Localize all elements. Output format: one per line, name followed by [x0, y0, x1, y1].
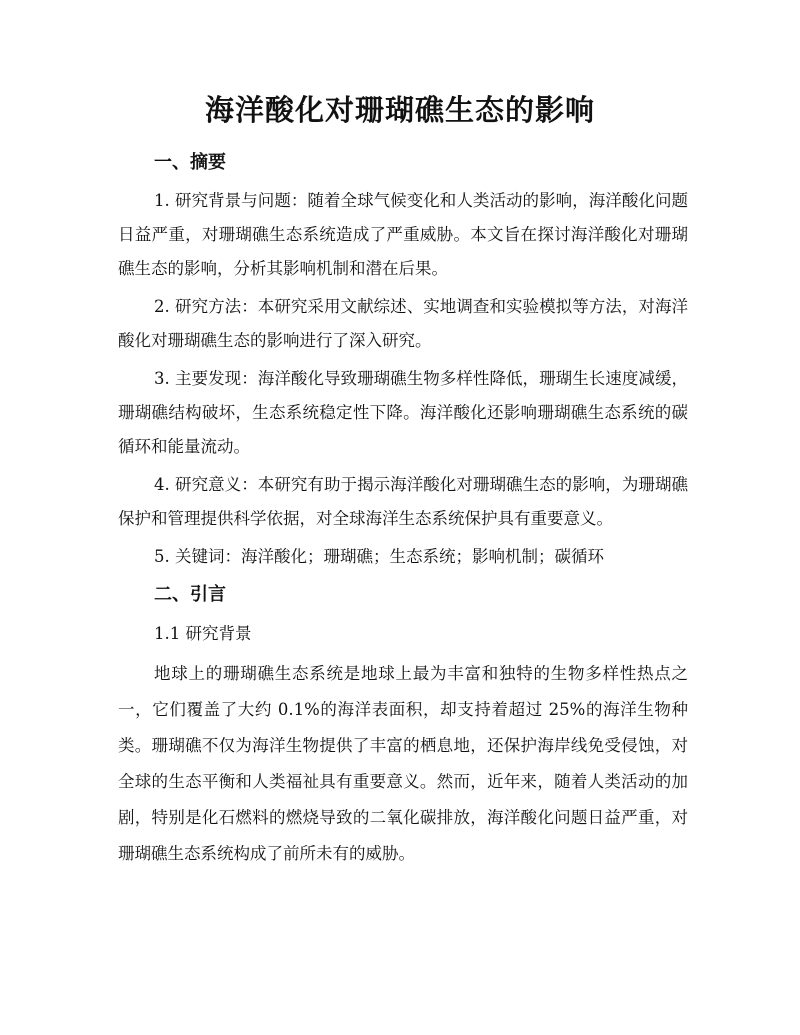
abstract-item-4: 4. 研究意义：本研究有助于揭示海洋酸化对珊瑚礁生态的影响，为珊瑚礁保护和管理提供科学依据，对全球海洋生态系统保护具有重要意义。: [118, 475, 688, 528]
document-title: 海洋酸化对珊瑚礁生态的影响: [204, 93, 595, 127]
intro-paragraph: 地球上的珊瑚礁生态系统是地球上最为丰富和独特的生物多样性热点之一，它们覆盖了大约 0.1%的海洋表面积，却支持着超过 25%的海洋生物种类。珊瑚礁不仅为海洋生物提供了丰富的栖息地，还保护海岸线免受侵蚀，对全球的生态平衡和人类福祉具有重要意义。然而，近年来，随着人类活动的加剧，特别是化石燃料的燃烧导致的二氧化碳排放，海洋酸化问题日益严重，对珊瑚礁生态系统构成了前所未有的威胁。: [118, 664, 688, 863]
intro-heading: 二、引言: [154, 584, 226, 605]
abstract-heading: 一、摘要: [154, 152, 226, 173]
abstract-item-3: 3. 主要发现：海洋酸化导致珊瑚礁生物多样性降低，珊瑚生长速度减缓，珊瑚礁结构破坏，生态系统稳定性下降。海洋酸化还影响珊瑚礁生态系统的碳循环和能量流动。: [118, 369, 688, 456]
abstract-item-1: 1. 研究背景与问题：随着全球气候变化和人类活动的影响，海洋酸化问题日益严重，对珊瑚礁生态系统造成了严重威胁。本文旨在探讨海洋酸化对珊瑚礁生态的影响，分析其影响机制和潜在后果。: [118, 191, 688, 278]
intro-subheading: 1.1 研究背景: [154, 624, 252, 643]
document-body: [118, 146, 688, 872]
abstract-item-2: 2. 研究方法：本研究采用文献综述、实地调查和实验模拟等方法，对海洋酸化对珊瑚礁生态的影响进行了深入研究。: [118, 297, 688, 350]
abstract-item-5: 5. 关键词：海洋酸化；珊瑚礁；生态系统；影响机制；碳循环: [154, 547, 604, 566]
